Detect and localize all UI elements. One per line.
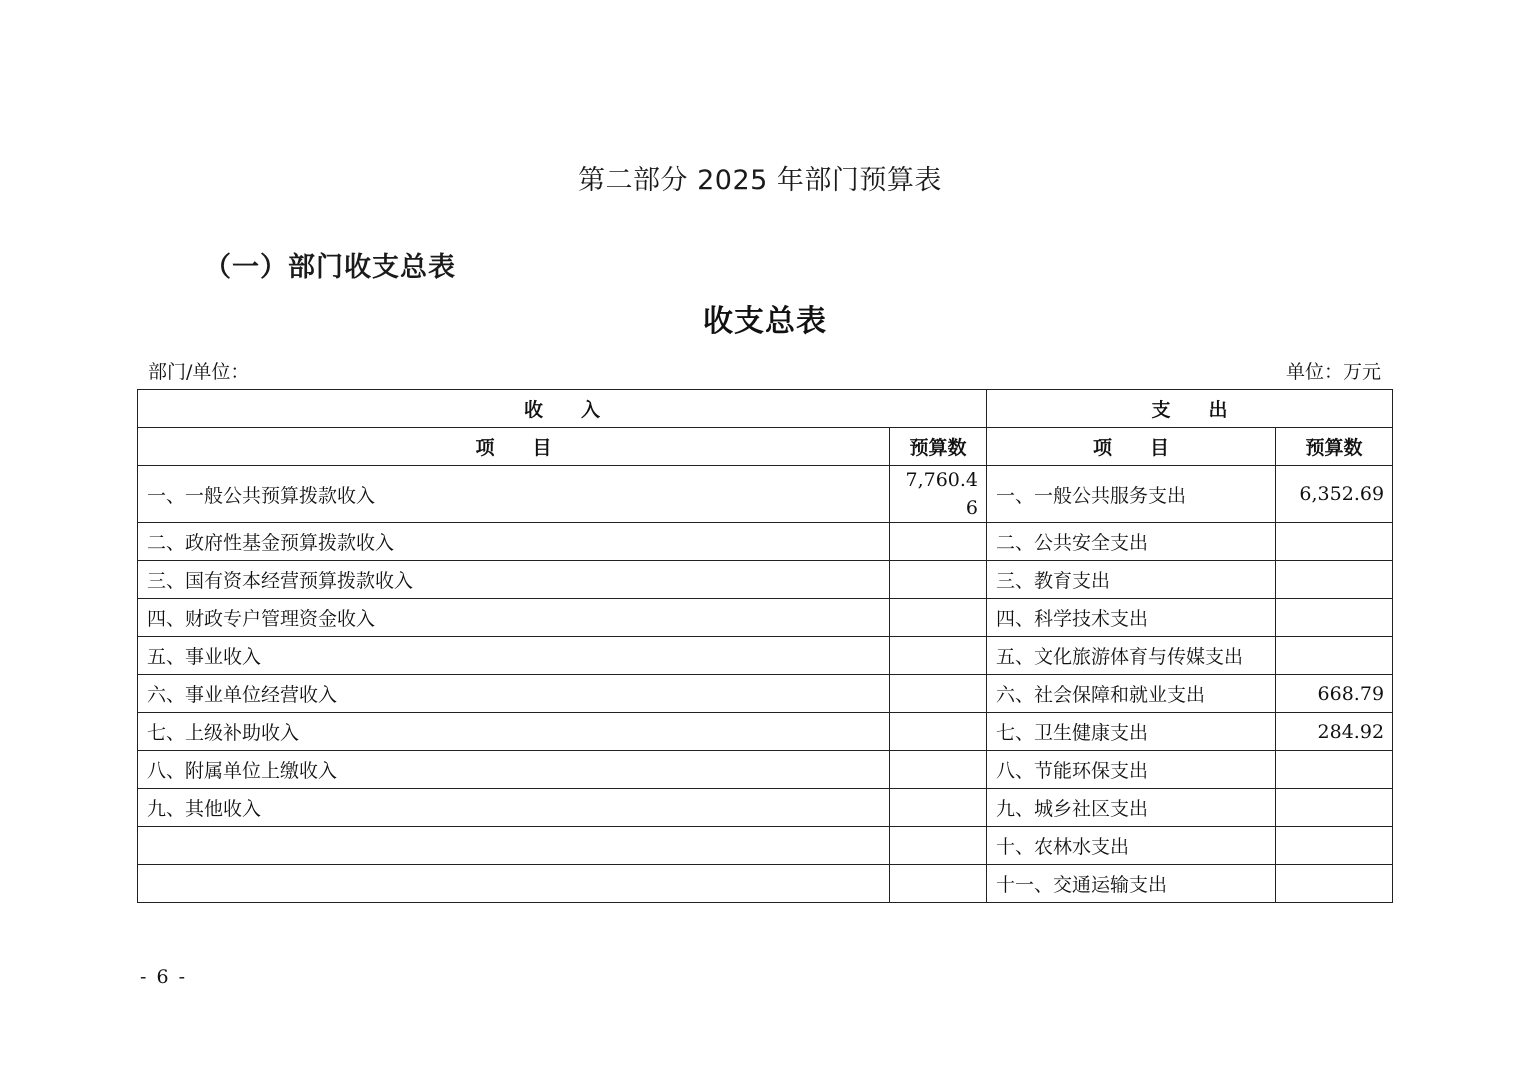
income-amount-header: 预算数 [890,428,987,466]
expense-amount-cell [1276,865,1393,903]
table-row [138,466,1393,523]
department-label: 部门/单位： [148,361,250,383]
table-row [138,827,1393,865]
table-row [138,675,1393,713]
income-amount-cell [890,789,987,827]
income-item-cell: 一、一般公共预算拨款收入 [138,466,890,523]
expense-amount-cell [1276,789,1393,827]
income-group-header: 收 入 [138,390,987,428]
income-item-cell: 七、上级补助收入 [138,713,890,751]
table-title: 收支总表 [703,304,827,339]
income-item-cell [138,865,890,903]
expense-item-cell: 四、科学技术支出 [987,599,1276,637]
income-amount-cell [890,675,987,713]
expense-amount-cell [1276,751,1393,789]
table-row [138,523,1393,561]
expense-item-header: 项 目 [987,428,1276,466]
expense-item-cell: 六、社会保障和就业支出 [987,675,1276,713]
expense-item-cell: 八、节能环保支出 [987,751,1276,789]
expense-amount-cell: 6,352.69 [1276,466,1393,523]
expense-item-cell: 七、卫生健康支出 [987,713,1276,751]
expense-item-cell: 二、公共安全支出 [987,523,1276,561]
income-item-cell: 六、事业单位经营收入 [138,675,890,713]
income-amount-cell [890,637,987,675]
expense-item-cell: 十一、交通运输支出 [987,865,1276,903]
group-header-row [138,390,1393,428]
page-number: - 6 - [140,966,188,988]
expense-amount-cell [1276,637,1393,675]
income-amount-cell [890,713,987,751]
expense-amount-cell [1276,523,1393,561]
income-item-cell [138,827,890,865]
income-item-cell: 九、其他收入 [138,789,890,827]
budget-summary-table [137,389,1393,903]
table-row [138,713,1393,751]
column-header-row [138,428,1393,466]
income-amount-cell [890,827,987,865]
expense-item-cell: 一、一般公共服务支出 [987,466,1276,523]
table-row [138,865,1393,903]
expense-item-cell: 五、文化旅游体育与传媒支出 [987,637,1276,675]
expense-group-header: 支 出 [987,390,1393,428]
income-item-cell: 四、财政专户管理资金收入 [138,599,890,637]
expense-item-cell: 十、农林水支出 [987,827,1276,865]
expense-amount-cell [1276,561,1393,599]
income-item-header: 项 目 [138,428,890,466]
income-amount-cell [890,751,987,789]
expense-amount-cell: 284.92 [1276,713,1393,751]
income-amount-cell [890,561,987,599]
expense-amount-cell [1276,599,1393,637]
expense-amount-cell: 668.79 [1276,675,1393,713]
part-title: 第二部分 2025 年部门预算表 [578,165,942,196]
section-title: （一）部门收支总表 [204,252,456,283]
expense-item-cell: 九、城乡社区支出 [987,789,1276,827]
income-item-cell: 三、国有资本经营预算拨款收入 [138,561,890,599]
table-row [138,561,1393,599]
table-row [138,599,1393,637]
expense-item-cell: 三、教育支出 [987,561,1276,599]
unit-label: 单位：万元 [1286,361,1382,383]
expense-amount-header: 预算数 [1276,428,1393,466]
table-row [138,637,1393,675]
income-item-cell: 五、事业收入 [138,637,890,675]
income-amount-cell [890,599,987,637]
income-amount-cell [890,865,987,903]
income-item-cell: 二、政府性基金预算拨款收入 [138,523,890,561]
table-row [138,789,1393,827]
income-item-cell: 八、附属单位上缴收入 [138,751,890,789]
income-amount-cell: 7,760.46 [890,466,987,523]
income-amount-cell [890,523,987,561]
expense-amount-cell [1276,827,1393,865]
table-row [138,751,1393,789]
